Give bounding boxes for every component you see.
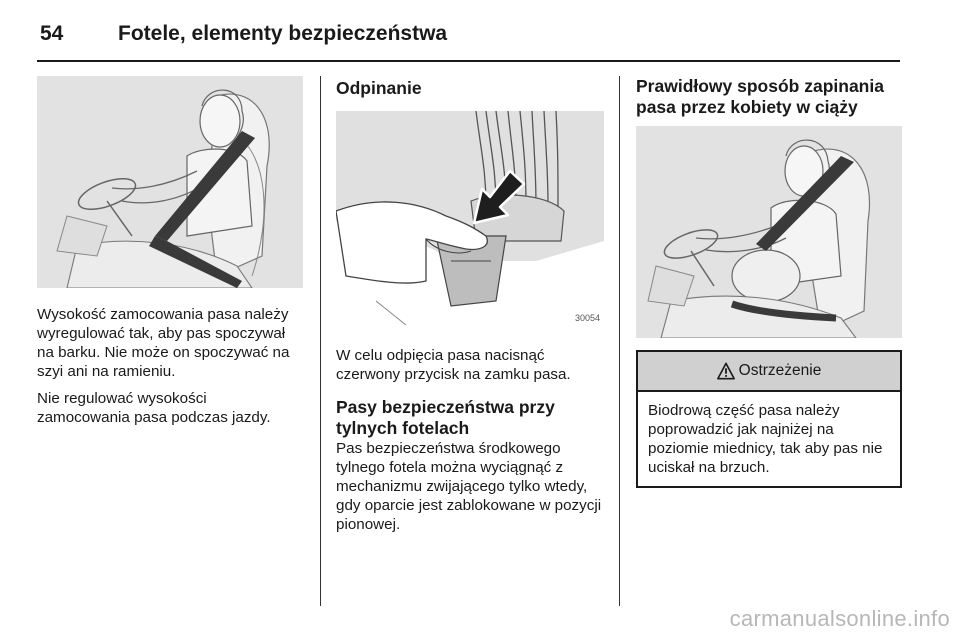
warning-box (636, 350, 902, 488)
page-number: 54 (40, 22, 64, 45)
column-1 (37, 76, 303, 427)
unbuckle-instruction-text: W celu odpięcia pasa nacisnąć czerwony przycisk na zamku pasa. (336, 347, 571, 383)
watermark: carmanualsonline.info (729, 606, 950, 631)
rear-seatbelt-text: Pas bezpieczeństwa środkowego tylnego fotela można wyciągnąć z mechanizmu zwijającego tylko wtedy, gdy oparcie jest zablokowane w pozycji pionowej. (336, 440, 602, 533)
pregnant-driver-drawing (636, 126, 902, 338)
seatbelt-height-text: Wysokość zamocowania pasa należy wyregulować tak, aby pas spoczywał na barku. Nie może on spoczywać na szyi ani na ramieniu. (37, 306, 290, 380)
figure-number: 30054 (574, 313, 600, 323)
warning-header (638, 352, 900, 392)
column-2 (336, 76, 604, 534)
buckle-release-illustration (336, 111, 604, 325)
header-rule (37, 60, 900, 62)
warning-triangle-icon (717, 362, 735, 380)
column-divider-1 (320, 76, 321, 606)
driver-belt-illustration (37, 76, 303, 288)
warning-text: Biodrową część pasa należy poprowadzić jak najniżej na poziomie miednicy, tak aby pas nie uciskał na brzuch. (648, 402, 883, 476)
pregnant-driver-illustration (636, 126, 902, 338)
column-3 (636, 76, 902, 488)
buckle-release-drawing (336, 111, 604, 325)
heading-rear-seatbelts: Pasy bezpieczeństwa przy tylnych fotelach (336, 397, 555, 438)
no-adjust-text: Nie regulować wysokości zamocowania pasa podczas jazdy. (37, 390, 271, 426)
column-divider-2 (619, 76, 620, 606)
page-header (37, 18, 900, 58)
heading-pregnant-women: Prawidłowy sposób zapinania pasa przez kobiety w ciąży (636, 76, 884, 117)
heading-unbuckling: Odpinanie (336, 78, 422, 98)
driver-belt-drawing (37, 76, 303, 288)
page-title: Fotele, elementy bezpieczeństwa (118, 22, 448, 45)
warning-title: Ostrzeżenie (738, 362, 822, 379)
